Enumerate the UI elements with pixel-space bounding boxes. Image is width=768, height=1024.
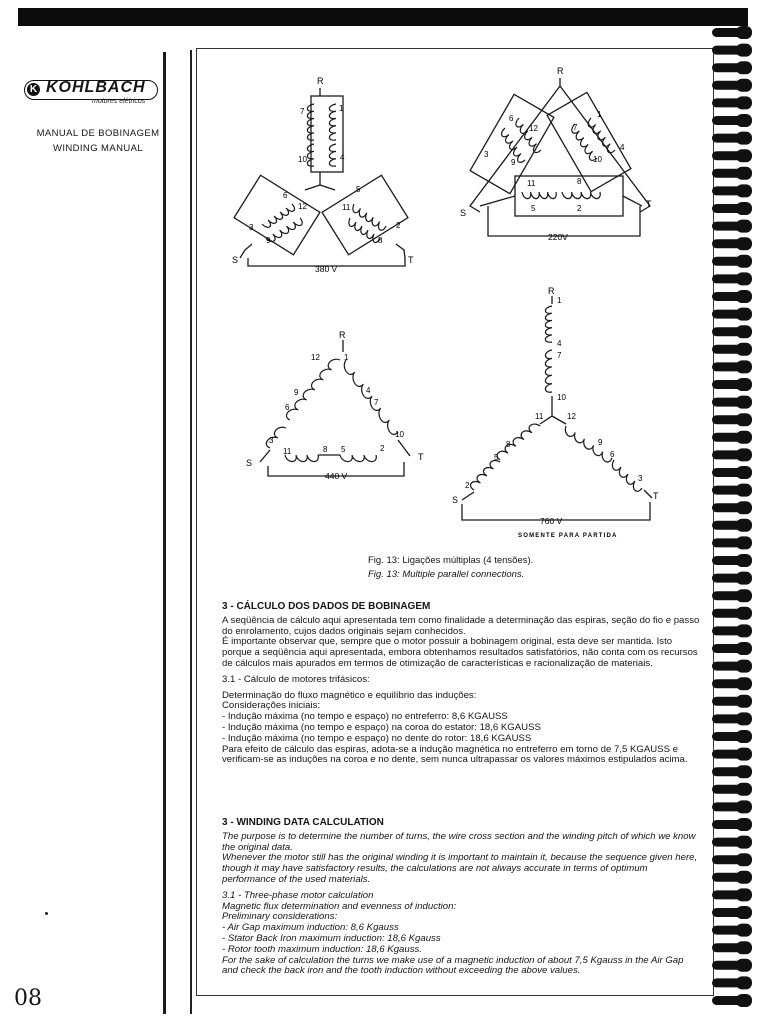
br-coil-5: 5 bbox=[494, 453, 499, 462]
binding-ring-loop bbox=[736, 994, 752, 1007]
logo-tagline: motores elétricos bbox=[92, 98, 146, 105]
coil-winding bbox=[471, 461, 500, 490]
binding-ring-loop bbox=[736, 677, 752, 690]
tl-terminal-r: R bbox=[317, 76, 324, 86]
tl-coil-7: 7 bbox=[300, 107, 305, 116]
coil-winding bbox=[588, 118, 615, 153]
binding-ring-loop bbox=[736, 888, 752, 901]
tr-coil-5: 5 bbox=[531, 204, 536, 213]
br-coil-1: 1 bbox=[557, 296, 562, 305]
tl-coil-5: 5 bbox=[356, 185, 361, 194]
binding-ring-loop bbox=[736, 607, 752, 620]
binding-ring-loop bbox=[736, 976, 752, 989]
br-terminal-s: S bbox=[452, 495, 459, 505]
br-coil-8: 8 bbox=[506, 440, 511, 449]
manual-title-en: WINDING MANUAL bbox=[52, 143, 144, 154]
binding-ring-loop bbox=[736, 765, 752, 778]
coil-winding bbox=[266, 218, 302, 242]
section-pt-line: Determinação do fluxo magnético e equilíbrio das induções: bbox=[222, 689, 477, 701]
tl-coil-8: 8 bbox=[378, 236, 383, 245]
bl-coil-1: 1 bbox=[344, 353, 349, 362]
section-pt-line: Considerações iniciais: bbox=[222, 700, 321, 712]
tl-coil-4: 4 bbox=[340, 153, 345, 162]
bl-coil-4: 4 bbox=[366, 386, 371, 395]
manual-title-pt: MANUAL DE BOBINAGEM bbox=[36, 128, 160, 139]
logo-mark: K bbox=[27, 83, 40, 96]
binding-ring-loop bbox=[736, 730, 752, 743]
binding-ring-loop bbox=[736, 800, 752, 813]
coil-winding bbox=[562, 192, 600, 199]
section-en-closing: For the sake of calculation the turns we make use of a magnetic induction of about 7,5 Kgauss in the Air Gap and check the back iron and the tooth induction without exceeding the above values. bbox=[222, 954, 684, 977]
tr-terminal-r: R bbox=[557, 66, 564, 76]
br-coil-3: 3 bbox=[638, 474, 643, 483]
section-en-heading: 3 - WINDING DATA CALCULATION bbox=[222, 817, 384, 828]
wire bbox=[305, 172, 320, 190]
wire bbox=[623, 196, 642, 206]
br-coil-7: 7 bbox=[557, 351, 562, 360]
caption-en: Fig. 13: Multiple parallel connections. bbox=[368, 569, 525, 580]
tr-coil-11: 11 bbox=[527, 179, 536, 188]
logo-name: KOHLBACH bbox=[46, 79, 146, 96]
br-coil-12: 12 bbox=[567, 412, 576, 421]
coil-winding bbox=[329, 144, 336, 166]
tr-coil-8: 8 bbox=[577, 177, 582, 186]
binding-ring-loop bbox=[736, 748, 752, 761]
section-en-subheading: 3.1 - Three-phase motor calculation bbox=[222, 889, 374, 901]
tl-coil-11: 11 bbox=[342, 203, 351, 212]
br-coil-6: 6 bbox=[610, 450, 615, 459]
page-number: 08 bbox=[14, 986, 42, 1011]
tl-voltage: 380 V bbox=[315, 264, 338, 274]
binding-ring-loop bbox=[736, 959, 752, 972]
tr-terminal-t: T bbox=[646, 199, 652, 209]
tl-coil-6: 6 bbox=[283, 191, 288, 200]
br-coil-2: 2 bbox=[465, 481, 470, 490]
wire bbox=[462, 492, 474, 500]
coil-winding bbox=[565, 426, 612, 462]
section-pt-closing: Para efeito de cálculo das espiras, adota-se a indução magnética no entreferro em torno de 7,5 KGAUSS e verificam-se as induções na coroa e no dente, sem nunca ultrapassar os valores máximos estipulados acima. bbox=[222, 743, 688, 766]
section-en-line: - Stator Back Iron maximum induction: 18,6 Kgauss bbox=[222, 932, 441, 944]
binding-ring-loop bbox=[736, 642, 752, 655]
binding-ring-loop bbox=[736, 941, 752, 954]
wire bbox=[396, 244, 405, 258]
tr-voltage: 220V bbox=[548, 232, 568, 242]
tr-terminal-s: S bbox=[460, 208, 467, 218]
coil-winding bbox=[344, 360, 398, 434]
section-en-line: - Air Gap maximum induction: 8,6 Kgauss bbox=[222, 922, 399, 934]
br-coil-11: 11 bbox=[535, 412, 544, 421]
tl-coil-3: 3 bbox=[249, 223, 254, 232]
wire bbox=[480, 196, 515, 206]
coil-winding bbox=[545, 306, 552, 342]
br-note: SOMENTE PARA PARTIDA bbox=[518, 533, 618, 539]
section-pt-subheading: 3.1 - Cálculo de motores trifásicos: bbox=[222, 673, 370, 685]
tl-terminal-t: T bbox=[408, 255, 414, 265]
wire bbox=[320, 185, 335, 190]
br-coil-10: 10 bbox=[557, 393, 566, 402]
tr-coil-10: 10 bbox=[593, 155, 602, 164]
tl-coil-2: 2 bbox=[396, 221, 401, 230]
tr-coil-12: 12 bbox=[529, 124, 538, 133]
bl-coil-8: 8 bbox=[323, 445, 328, 454]
figure-caption bbox=[368, 554, 533, 582]
bl-terminal-t: T bbox=[418, 452, 424, 462]
section-en-line: Magnetic flux determination and evenness of induction: bbox=[222, 900, 457, 912]
bl-coil-7: 7 bbox=[374, 398, 379, 407]
wire bbox=[260, 450, 270, 462]
coil-group-box bbox=[547, 92, 631, 191]
caption-pt: Fig. 13: Ligações múltiplas (4 tensões). bbox=[368, 555, 534, 566]
tr-coil-7: 7 bbox=[573, 123, 578, 132]
bl-coil-11: 11 bbox=[283, 447, 292, 456]
tl-coil-1: 1 bbox=[339, 104, 344, 113]
coil-winding bbox=[262, 204, 295, 227]
bl-coil-6: 6 bbox=[285, 403, 290, 412]
binding-ring-loop bbox=[736, 660, 752, 673]
bl-coil-10: 10 bbox=[395, 430, 404, 439]
binding-ring-loop bbox=[736, 712, 752, 725]
tr-coil-9: 9 bbox=[511, 158, 516, 167]
tr-coil-3: 3 bbox=[484, 150, 489, 159]
section-pt-line: - Indução máxima (no tempo e espaço) na coroa do estator: 18,6 KGAUSS bbox=[222, 721, 541, 733]
br-terminal-r: R bbox=[548, 286, 555, 296]
bl-coil-9: 9 bbox=[294, 388, 299, 397]
section-en bbox=[222, 818, 702, 977]
bl-coil-12: 12 bbox=[311, 353, 320, 362]
coil-group-box bbox=[470, 94, 554, 193]
binding-ring-loop bbox=[736, 783, 752, 796]
br-terminal-t: T bbox=[653, 491, 659, 501]
tr-coil-1: 1 bbox=[597, 110, 602, 119]
section-en-note: Whenever the motor still has the original winding it is important to maintain it, because the sequence given here, though it may have satisfactory results, the calculations are not always accurate in terms of optimum performance of the used materials. bbox=[222, 852, 698, 885]
coil-winding bbox=[497, 424, 540, 460]
section-en-line: Preliminary considerations: bbox=[222, 911, 338, 923]
binding-ring-loop bbox=[736, 836, 752, 849]
wire bbox=[560, 86, 650, 212]
tr-coil-4: 4 bbox=[620, 143, 625, 152]
section-pt-heading: 3 - CÁLCULO DOS DADOS DE BOBINAGEM bbox=[222, 601, 431, 612]
section-pt-intro: A seqüência de cálculo aqui apresentada tem como finalidade a determinação das espiras, seção do fio e passo do enrolamento, cujos dados originais sejam conhecidos. bbox=[222, 614, 700, 637]
binding-ring-loop bbox=[736, 818, 752, 831]
binding-ring-loop bbox=[736, 924, 752, 937]
wire bbox=[644, 490, 652, 498]
br-coil-9: 9 bbox=[598, 438, 603, 447]
wire bbox=[240, 244, 252, 258]
section-en-line: - Rotor tooth maximum induction: 18,6 Kgauss. bbox=[222, 943, 422, 955]
scan-speck bbox=[45, 912, 48, 915]
bl-coil-5: 5 bbox=[341, 445, 346, 454]
br-coil-4: 4 bbox=[557, 339, 562, 348]
bl-terminal-s: S bbox=[246, 458, 253, 468]
wire bbox=[398, 440, 410, 456]
section-en-intro: The purpose is to determine the number of turns, the wire cross section and the winding pitch of which we know the original data. bbox=[222, 830, 696, 853]
wire bbox=[552, 416, 566, 424]
coil-group-box bbox=[234, 175, 320, 254]
coil-winding bbox=[545, 350, 552, 392]
bl-coil-2: 2 bbox=[380, 444, 385, 453]
coil-winding bbox=[340, 455, 376, 462]
coil-winding bbox=[522, 192, 556, 199]
binding-ring-loop bbox=[736, 624, 752, 637]
tl-terminal-s: S bbox=[232, 255, 239, 265]
binding-ring-loop bbox=[736, 906, 752, 919]
bl-terminal-r: R bbox=[339, 330, 346, 340]
tl-coil-12: 12 bbox=[298, 202, 307, 211]
section-pt bbox=[222, 602, 702, 766]
tl-coil-9: 9 bbox=[266, 236, 271, 245]
coil-winding bbox=[353, 204, 386, 230]
section-pt-line: - Indução máxima (no tempo e espaço) no dente do rotor: 18,6 KGAUSS bbox=[222, 732, 532, 744]
br-voltage: 760 V bbox=[540, 516, 563, 526]
section-pt-line: - Indução máxima (no tempo e espaço) no entreferro: 8,6 KGAUSS bbox=[222, 711, 508, 723]
tl-coil-10: 10 bbox=[298, 155, 307, 164]
coil-winding bbox=[329, 104, 336, 140]
tr-coil-6: 6 bbox=[509, 114, 514, 123]
binding-ring-loop bbox=[736, 853, 752, 866]
section-pt-note: É importante observar que, sempre que o motor possuir a bobinagem original, esta deve ser mantida. Isto porque a seqüência aqui apresentada, embora obtenhamos resultados satisfatórios, não conta com os recursos de cálculos mais apurados em termos de otimização de características e racionalização de materiais. bbox=[222, 636, 698, 669]
bl-coil-3: 3 bbox=[269, 436, 274, 445]
bl-voltage: 440 V bbox=[325, 471, 348, 481]
tr-coil-2: 2 bbox=[577, 204, 582, 213]
binding-ring-loop bbox=[736, 871, 752, 884]
binding-ring-loop bbox=[736, 695, 752, 708]
